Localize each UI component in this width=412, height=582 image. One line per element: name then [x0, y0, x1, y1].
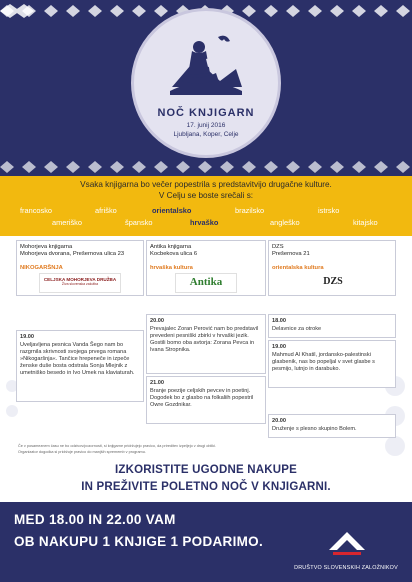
venue-address-antika: Kocbekova ulica 6	[150, 251, 198, 257]
event-mohorjeva-1: 19.00 Uveljavljena pesnica Vanda Šego nam bo razgrnila skrivnosti svojega prvega romana »Nikogaršnja«. Tančice hrepeneče in izpeče ženske duše bosta odstrala Sonja Mlejnik z umetniško besedo in Ivo Umek na klaviaturah.	[20, 334, 135, 376]
border-diamond	[88, 161, 102, 173]
intro-text: Vsaka knjigarna bo večer popestrila s predstavitvijo drugačne kulture.	[80, 180, 332, 189]
border-diamond	[286, 161, 300, 173]
mohorjeva-logo: CELJSKA MOHORJEVA DRUŽBA Živa slovenska založba	[39, 273, 121, 293]
border-diamond	[132, 5, 146, 17]
venue-card-mohorjeva	[16, 240, 144, 296]
event-dzs-1: 18.00 Delavnice za otroke	[272, 318, 322, 332]
border-diamond	[352, 5, 366, 17]
event-antika-1: 20.00 Prevajalec Zoran Perović nam bo predstavil prevedeni pesniški zbirki v hrvaški jezik. Gostili bomo oba avtorja: Zorana Pevca in Ivana Stropnika.	[150, 318, 259, 353]
event-date: 17. junij 2016	[186, 122, 226, 129]
venue-address-dzs: Prešernova 21	[272, 251, 310, 257]
border-diamond	[264, 5, 278, 17]
venue-name-dzs: DZS	[272, 244, 284, 250]
culture-amerisko: ameriško	[52, 218, 82, 227]
venue-culture-dzs: orientalska kultura	[272, 265, 324, 271]
event-locations: Ljubljana, Koper, Celje	[173, 131, 239, 138]
culture-hrvasko: hrvaško	[190, 218, 219, 227]
border-diamond	[330, 5, 344, 17]
border-diamond	[308, 5, 322, 17]
border-diamond	[308, 161, 322, 173]
venue-card-antika	[146, 240, 266, 296]
cta-line-1: IZKORISTITE UGODNE NAKUPE	[115, 464, 297, 476]
border-diamond	[330, 161, 344, 173]
reader-illustration-icon	[166, 29, 246, 99]
venue-culture-mohorjeva: NIKOGARŠNJA	[20, 265, 63, 271]
intro-subtext: V Celju se boste srečali s:	[158, 191, 254, 200]
footnote-2: Organizator dogodka si pridržuje pravico do manjših sprememb v programu.	[18, 450, 146, 454]
border-diamond	[154, 161, 168, 173]
venue-culture-antika: hrvaška kultura	[150, 265, 193, 271]
footnote-1: Če v posameznem času ne bo odzivov/pozornosti, si knjigarne pridržujejo pravico, da prireditev izpeljejo v drugi obliki.	[18, 444, 216, 448]
event-card-mohorjeva	[16, 330, 144, 402]
border-diamond	[44, 5, 58, 17]
event-badge	[131, 8, 281, 158]
border-diamond	[154, 5, 168, 17]
culture-kitajsko: kitajsko	[353, 218, 378, 227]
culture-orientalsko: orientalsko	[152, 206, 192, 215]
border-diamond	[198, 161, 212, 173]
border-diamond	[110, 5, 124, 17]
culture-afrisko: afriško	[95, 206, 117, 215]
dzs-logo: DZS	[309, 273, 357, 293]
culture-anglesko: angleško	[270, 218, 300, 227]
border-diamond	[66, 5, 80, 17]
border-diamond	[396, 161, 410, 173]
offer-line-2: OB NAKUPU 1 KNJIGE 1 PODARIMO.	[14, 534, 264, 549]
border-diamond	[66, 161, 80, 173]
venue-card-dzs	[268, 240, 396, 296]
offer-line-1: MED 18.00 IN 22.00 VAM	[14, 512, 176, 527]
event-card-dzs-2	[268, 340, 396, 388]
publisher-name: DRUŠTVO SLOVENSKIH ZALOŽNIKOV	[294, 565, 398, 571]
event-card-antika-1	[146, 314, 266, 374]
border-diamond	[44, 161, 58, 173]
culture-francosko: francosko	[20, 206, 53, 215]
border-diamond	[176, 161, 190, 173]
border-diamond	[88, 5, 102, 17]
border-diamond	[110, 161, 124, 173]
venue-name-antika: Antika knjigarna	[150, 244, 192, 250]
event-antika-2: 21.00 Branje poezije celjskih pevcev in poetinj. Dogodek bo z glasbo na folkaliih popestril Owre Gozdnikar.	[150, 380, 254, 408]
border-diamond	[264, 161, 278, 173]
event-card-dzs-1	[268, 314, 396, 338]
border-diamond	[352, 161, 366, 173]
border-diamond	[396, 5, 410, 17]
culture-spansko: špansko	[125, 218, 153, 227]
event-card-dzs-3	[268, 414, 396, 438]
venue-address-mohorjeva: Mohorjeva dvorana, Prešernova ulica 23	[20, 251, 125, 257]
border-diamond	[374, 5, 388, 17]
border-diamond	[220, 161, 234, 173]
event-card-antika-2	[146, 376, 266, 424]
border-diamond	[242, 5, 256, 17]
cta-line-2: IN PREŽIVITE POLETNO NOČ V KNJIGARNI.	[81, 481, 331, 493]
antika-logo: Antika	[175, 273, 237, 293]
publisher-logo-icon	[327, 530, 367, 560]
program-section	[0, 236, 412, 502]
event-dzs-3: 20.00 Druženje s plesno skupino Bolem.	[272, 418, 357, 432]
border-diamond	[242, 161, 256, 173]
event-dzs-2: 19.00 Mahmud Al Khatil, jordansko-palestinski glasbenik, nas bo popeljal v svet glasbe s pesmijo, lutnjo in darabuko.	[272, 344, 375, 372]
border-diamond	[374, 161, 388, 173]
border-diamond	[132, 161, 146, 173]
border-diamond	[286, 5, 300, 17]
event-title: NOČ KNJIGARN	[157, 107, 255, 119]
border-diamond	[0, 161, 14, 173]
culture-istrsko: istrsko	[318, 206, 340, 215]
intro-band	[0, 176, 412, 236]
venue-name-mohorjeva: Mohorjeva knjigarna	[20, 244, 73, 250]
culture-brazilsko: brazilsko	[235, 206, 265, 215]
border-diamond	[22, 161, 36, 173]
header-band	[0, 0, 412, 176]
folk-border-bottom	[0, 160, 412, 174]
